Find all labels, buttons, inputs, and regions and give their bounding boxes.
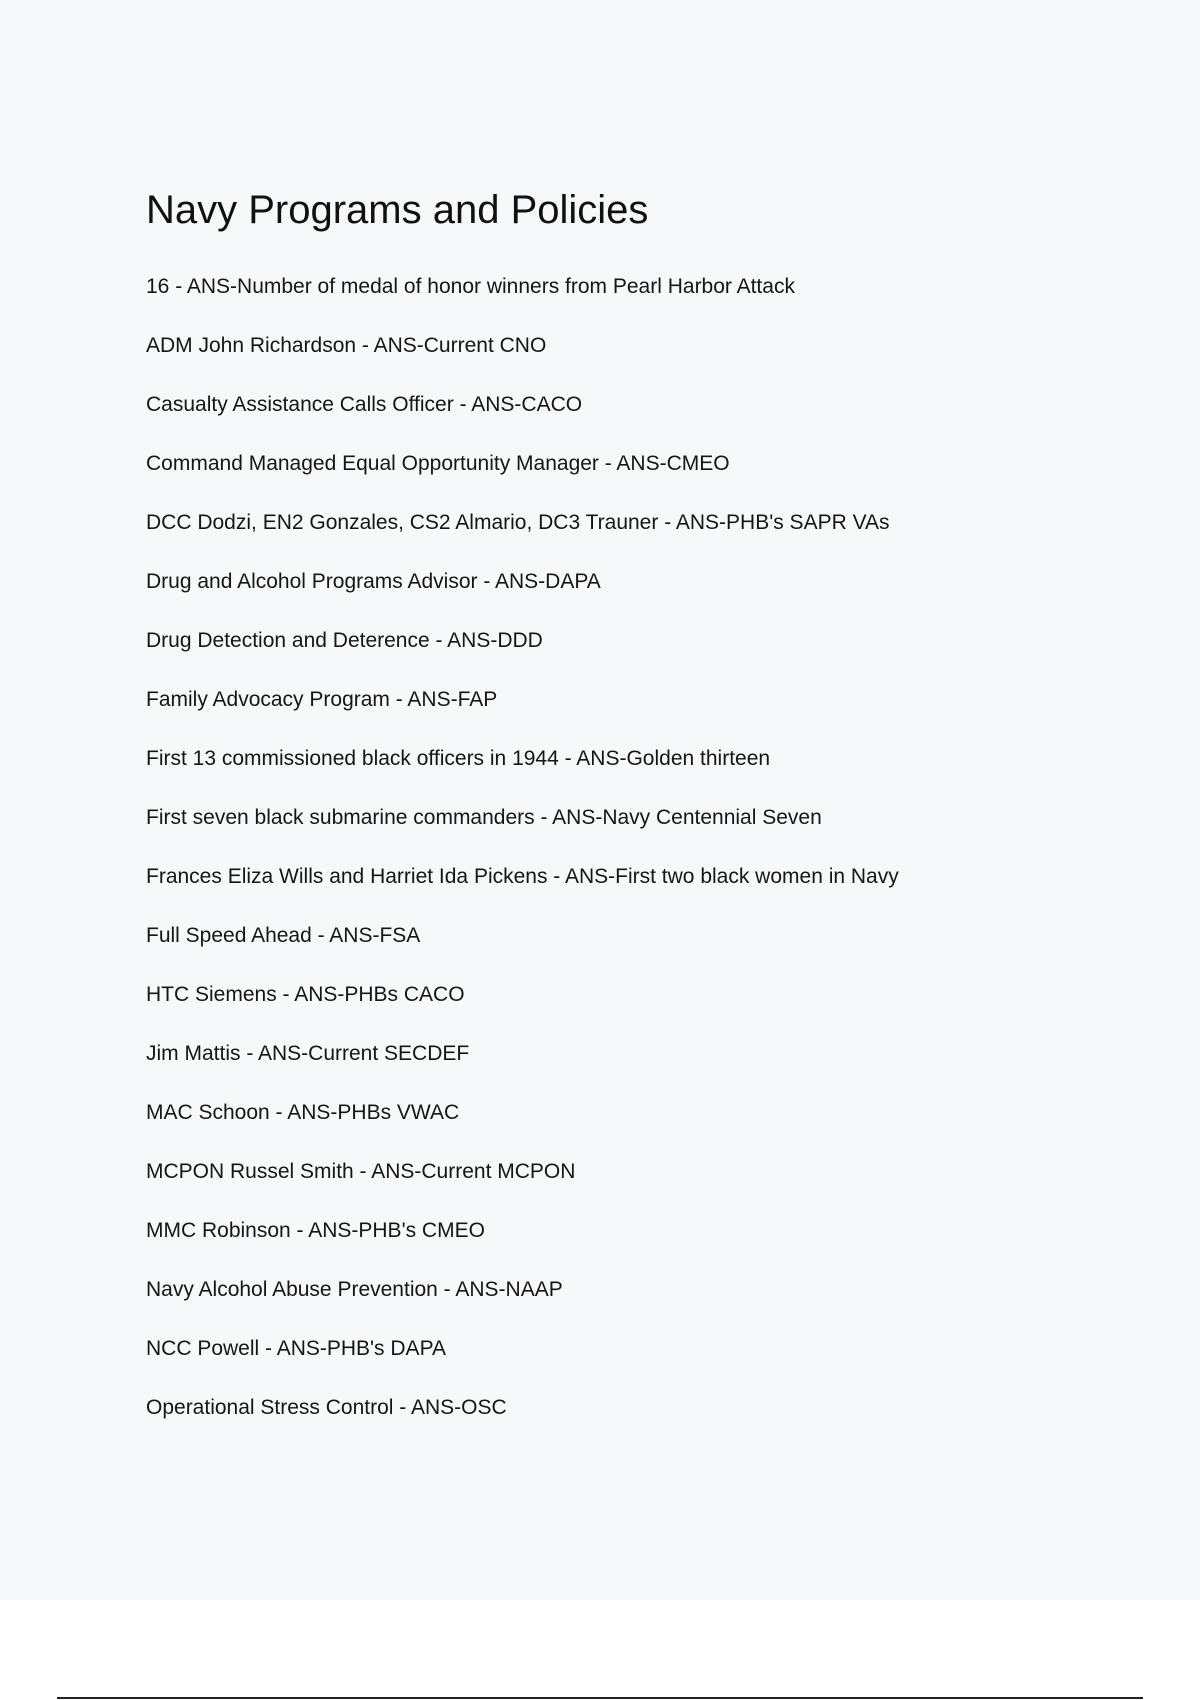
list-item: Full Speed Ahead - ANS-FSA [146, 924, 421, 947]
footer-divider [57, 1697, 1143, 1699]
list-item: Navy Alcohol Abuse Prevention - ANS-NAAP [146, 1278, 563, 1301]
list-item: Operational Stress Control - ANS-OSC [146, 1396, 507, 1419]
list-item: Casualty Assistance Calls Officer - ANS-CACO [146, 393, 583, 416]
list-item: Jim Mattis - ANS-Current SECDEF [146, 1042, 470, 1065]
document-title: Navy Programs and Policies [146, 188, 649, 232]
entry-list [146, 274, 899, 1454]
list-item: First 13 commissioned black officers in 1944 - ANS-Golden thirteen [146, 747, 771, 770]
list-item: MAC Schoon - ANS-PHBs VWAC [146, 1101, 460, 1124]
list-item: HTC Siemens - ANS-PHBs CACO [146, 983, 465, 1006]
list-item: Drug and Alcohol Programs Advisor - ANS-DAPA [146, 570, 601, 593]
list-item: Command Managed Equal Opportunity Manager - ANS-CMEO [146, 452, 730, 475]
list-item: Drug Detection and Deterence - ANS-DDD [146, 629, 543, 652]
list-item: DCC Dodzi, EN2 Gonzales, CS2 Almario, DC3 Trauner - ANS-PHB's SAPR VAs [146, 511, 890, 534]
list-item: NCC Powell - ANS-PHB's DAPA [146, 1337, 447, 1360]
document-content [146, 186, 1146, 1419]
list-item: MMC Robinson - ANS-PHB's CMEO [146, 1219, 485, 1242]
list-item: 16 - ANS-Number of medal of honor winners from Pearl Harbor Attack [146, 275, 795, 298]
list-item: ADM John Richardson - ANS-Current CNO [146, 334, 547, 357]
list-item: First seven black submarine commanders - ANS-Navy Centennial Seven [146, 806, 822, 829]
list-item: Frances Eliza Wills and Harriet Ida Pickens - ANS-First two black women in Navy [146, 865, 899, 888]
list-item: Family Advocacy Program - ANS-FAP [146, 688, 498, 711]
list-item: MCPON Russel Smith - ANS-Current MCPON [146, 1160, 576, 1183]
